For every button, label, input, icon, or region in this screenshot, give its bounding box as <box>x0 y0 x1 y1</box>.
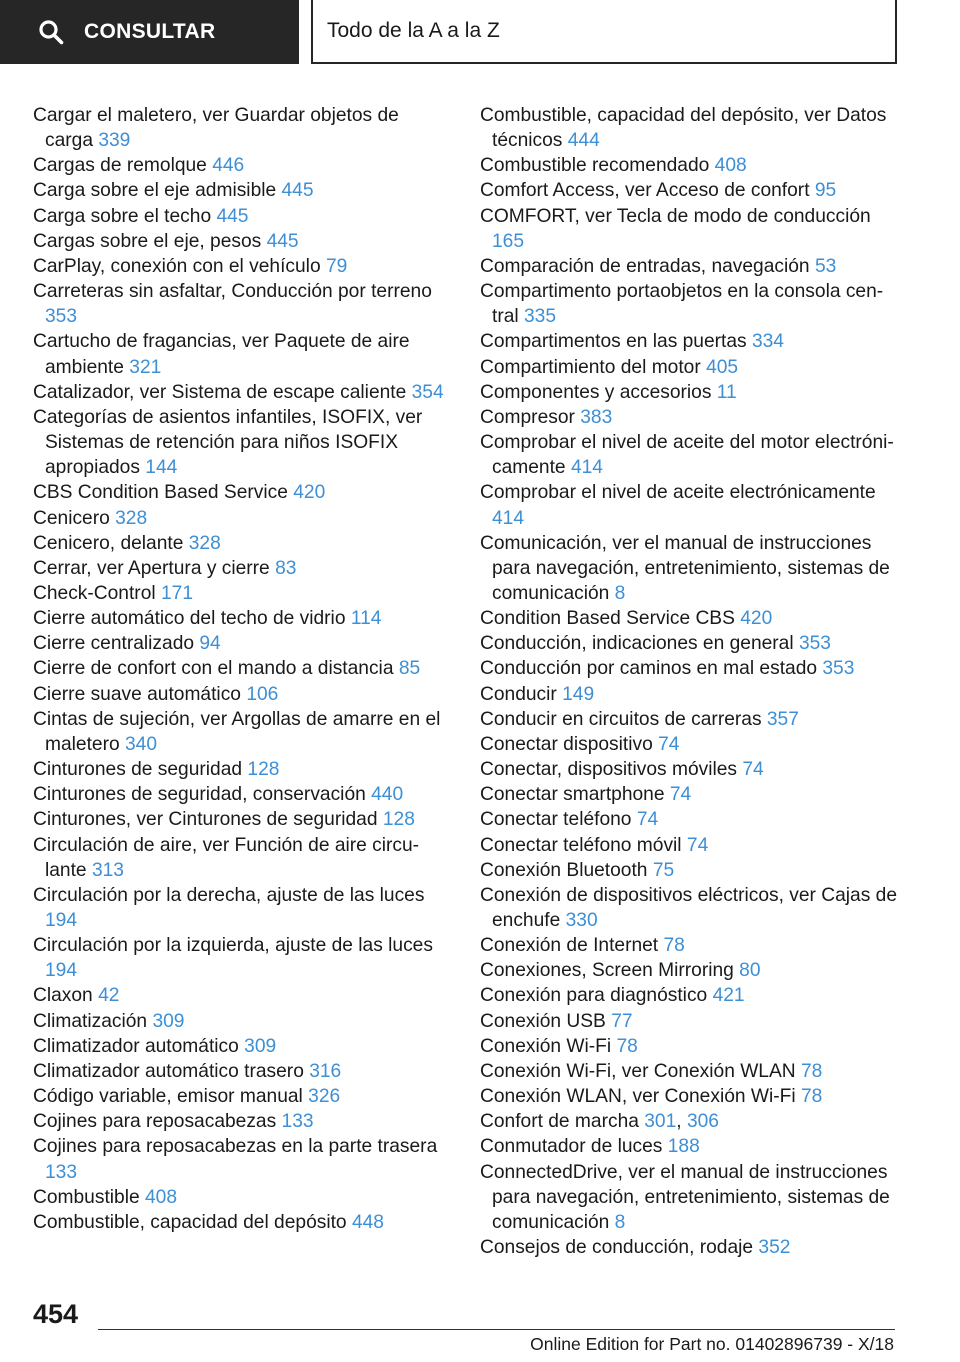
page-link[interactable]: 334 <box>751 331 784 353</box>
index-term: Conectar teléfono <box>480 809 632 831</box>
page-number: 454 <box>33 1299 79 1329</box>
index-term: Climatizador automático <box>33 1035 239 1057</box>
page-link[interactable]: 128 <box>247 759 280 781</box>
index-column-left <box>33 103 445 1235</box>
index-term: Cinturones de seguridad, conservación <box>33 784 366 806</box>
index-entry <box>480 1059 900 1084</box>
index-term: Conectar, dispositivos móviles <box>480 759 738 781</box>
index-entry <box>480 480 900 530</box>
index-term: Comunicación, ver el manual de instrucciones para navegación, entretenimiento, sistemas de comunicación <box>480 532 890 604</box>
footer-divider <box>98 1329 895 1330</box>
page-link[interactable]: 114 <box>350 608 382 630</box>
index-entry <box>33 682 445 707</box>
page-link[interactable]: 8 <box>614 1211 626 1233</box>
index-entry <box>480 254 900 279</box>
index-term: Conectar smartphone <box>480 784 665 806</box>
index-entry <box>33 807 445 832</box>
index-term: Cierre automático del techo de vidrio <box>33 608 346 630</box>
index-entry <box>33 1009 445 1034</box>
page-link[interactable]: 352 <box>758 1237 791 1259</box>
page-link[interactable]: 353 <box>798 633 831 655</box>
index-entry <box>33 782 445 807</box>
index-term: Conexión Wi-Fi <box>480 1035 612 1057</box>
index-entry <box>33 380 445 405</box>
index-term: Compartimento portaobjetos en la consola central <box>480 281 884 328</box>
index-term: Cenicero, delante <box>33 532 184 554</box>
index-term: Cinturones, ver Cinturones de seguridad <box>33 809 378 831</box>
index-term: CBS Condition Based Service <box>33 482 288 504</box>
page-link[interactable]: 85 <box>398 658 421 680</box>
index-entry <box>33 883 445 933</box>
index-entry <box>480 732 900 757</box>
index-entry <box>480 782 900 807</box>
page-link[interactable]: 405 <box>706 356 739 378</box>
page-link[interactable]: 301 <box>644 1111 677 1133</box>
index-term: Conexión USB <box>480 1010 606 1032</box>
index-term: Conducir <box>480 683 557 705</box>
page-link[interactable]: 144 <box>145 457 178 479</box>
page-link[interactable]: 335 <box>524 306 557 328</box>
page-link[interactable]: 445 <box>216 205 249 227</box>
consultar-label: CONSULTAR <box>84 20 216 43</box>
index-term: Cierre suave automático <box>33 683 241 705</box>
page-link[interactable]: 75 <box>652 859 675 881</box>
page-link[interactable]: 313 <box>91 859 124 881</box>
page-link[interactable]: 133 <box>281 1111 314 1133</box>
page-link[interactable]: 11 <box>716 381 737 403</box>
index-term: Combustible, capacidad del depósito <box>33 1211 347 1233</box>
a-to-z-label: Todo de la A a la Z <box>327 19 500 42</box>
top-navigation <box>0 0 960 66</box>
index-term: Comfort Access, ver Acceso de confort <box>480 180 810 202</box>
index-term: CarPlay, conexión con el vehículo <box>33 255 321 277</box>
index-entry <box>480 178 900 203</box>
index-term: Circulación por la derecha, ajuste de las luces <box>33 884 425 906</box>
page-link[interactable]: 42 <box>98 985 120 1007</box>
index-entry <box>33 204 445 229</box>
page-link[interactable]: 77 <box>611 1010 633 1032</box>
page-link[interactable]: 440 <box>371 784 404 806</box>
index-term: Conexión Wi-Fi, ver Conexión WLAN <box>480 1060 796 1082</box>
page-link[interactable]: 74 <box>686 834 709 856</box>
page-link[interactable]: 357 <box>766 708 799 730</box>
index-entry <box>480 405 900 430</box>
index-term: Cartucho de fragancias, ver Paquete de aire ambiente <box>33 331 410 378</box>
index-entry <box>480 355 900 380</box>
index-entry <box>480 682 900 707</box>
index-entry <box>33 581 445 606</box>
index-term: Circulación de aire, ver Función de aire circulante <box>33 834 420 881</box>
index-term: Categorías de asientos infantiles, ISOFIX, ver Sistemas de retención para niños ISOFIX apropiados <box>33 406 423 479</box>
page-link[interactable]: 339 <box>98 130 131 152</box>
page-link[interactable]: 106 <box>246 683 279 705</box>
index-entry <box>480 153 900 178</box>
index-entry <box>480 807 900 832</box>
page-link[interactable]: 83 <box>275 557 297 579</box>
index-entry <box>33 1059 445 1084</box>
page-link[interactable]: 306 <box>686 1111 719 1133</box>
index-entry <box>33 933 445 983</box>
page-link[interactable]: 326 <box>308 1086 341 1108</box>
page-link[interactable]: 328 <box>188 532 221 554</box>
index-entry <box>480 1034 900 1059</box>
index-entry <box>480 983 900 1008</box>
index-entry <box>33 983 445 1008</box>
page-link[interactable]: 353 <box>822 658 855 680</box>
page-link[interactable]: 408 <box>714 155 747 177</box>
index-entry <box>33 1134 445 1184</box>
index-term: Cintas de sujeción, ver Argollas de amarre en el maletero <box>33 708 441 755</box>
page-link[interactable]: 340 <box>125 733 158 755</box>
index-term: Cenicero <box>33 507 110 529</box>
page-link[interactable]: 74 <box>636 809 659 831</box>
a-to-z-tab[interactable] <box>311 0 897 64</box>
index-entry <box>33 279 445 329</box>
index-entry: Confort de marcha 301, 306 <box>480 1111 719 1133</box>
index-entry <box>33 1034 445 1059</box>
page-link[interactable]: 188 <box>667 1136 700 1158</box>
page-link[interactable]: 420 <box>740 608 773 630</box>
index-term: Climatizador automático trasero <box>33 1060 304 1082</box>
index-term: Cierre centralizado <box>33 633 195 655</box>
page-link[interactable]: 74 <box>742 759 764 781</box>
index-term: Carreteras sin asfaltar, Conducción por terreno <box>33 281 432 303</box>
page-link[interactable]: 445 <box>266 230 299 252</box>
page-link[interactable]: 353 <box>45 306 78 328</box>
index-entry <box>33 480 445 505</box>
consultar-tab[interactable] <box>0 0 299 64</box>
index-term: ConnectedDrive, ver el manual de instrucciones para navegación, entretenimiento, sistemas de comunicación <box>480 1161 890 1233</box>
index-entry <box>480 103 900 153</box>
index-entry <box>480 883 900 933</box>
index-term: Consejos de conducción, rodaje <box>480 1237 754 1259</box>
page-link[interactable]: 414 <box>570 457 603 479</box>
index-entry <box>480 606 900 631</box>
index-term: Conexión de Internet <box>480 935 659 957</box>
search-icon <box>38 19 64 45</box>
index-term: Conexión Bluetooth <box>480 859 648 881</box>
page-link[interactable]: 95 <box>814 180 837 202</box>
index-entry <box>480 1134 900 1159</box>
page-link[interactable]: 78 <box>800 1060 823 1082</box>
index-term: Compartimiento del motor <box>480 356 701 378</box>
index-term: Combustible, capacidad del depósito, ver Datos técnicos <box>480 105 887 152</box>
index-entry <box>33 153 445 178</box>
page-link[interactable]: 330 <box>565 910 598 931</box>
index-term: Conducción, indicaciones en general <box>480 633 794 655</box>
index-term: Circulación por la izquierda, ajuste de las luces <box>33 935 433 957</box>
page-link[interactable]: 128 <box>382 809 415 831</box>
index-term: Cargar el maletero, ver Guardar objetos de carga <box>33 105 399 152</box>
page-link[interactable]: 74 <box>658 733 680 755</box>
index-term: Conexiones, Screen Mirroring <box>480 960 734 982</box>
index-term: Catalizador, ver Sistema de escape caliente <box>33 381 407 403</box>
index-term: Cojines para reposacabezas <box>33 1111 277 1133</box>
index-term: Confort de marcha <box>480 1111 639 1133</box>
index-entry <box>33 254 445 279</box>
edition-footer: Online Edition for Part no. 01402896739 - X/18 <box>530 1334 894 1354</box>
page-link[interactable]: 194 <box>45 910 78 931</box>
index-entry <box>33 1185 445 1210</box>
index-entry <box>480 757 900 782</box>
index-entry <box>33 631 445 656</box>
index-entry <box>480 1009 900 1034</box>
index-term: Conexión para diagnóstico <box>480 985 708 1007</box>
page-link[interactable]: 74 <box>669 784 692 806</box>
page-link[interactable]: 354 <box>411 381 444 403</box>
index-entry <box>480 958 900 983</box>
index-term: Carga sobre el techo <box>33 205 212 227</box>
index-term: Claxon <box>33 985 93 1007</box>
index-term: Conectar teléfono móvil <box>480 834 682 856</box>
index-entry <box>33 329 445 379</box>
index-entry <box>480 204 900 254</box>
page-link[interactable]: 446 <box>212 155 245 177</box>
index-entry <box>480 1235 900 1260</box>
index-term: Check-Control <box>33 582 156 604</box>
index-entry <box>480 1160 900 1235</box>
index-term: Código variable, emisor manual <box>33 1086 303 1108</box>
index-term: Conexión WLAN, ver Conexión Wi-Fi <box>480 1086 796 1108</box>
index-term: Cerrar, ver Apertura y cierre <box>33 557 270 579</box>
index-entry <box>480 380 900 405</box>
page-link[interactable]: 316 <box>309 1060 342 1082</box>
page-link[interactable]: 309 <box>244 1035 277 1057</box>
index-term: Conducir en circuitos de carreras <box>480 708 762 730</box>
index-entry <box>480 631 900 656</box>
page-link[interactable]: 420 <box>293 482 326 504</box>
page-link[interactable]: 448 <box>351 1211 384 1233</box>
index-term: Componentes y accesorios <box>480 381 712 403</box>
index-column-right <box>480 103 900 1260</box>
page-link[interactable]: 53 <box>814 255 837 277</box>
index-entry <box>480 656 900 681</box>
index-term: Combustible <box>33 1186 140 1208</box>
page-link[interactable]: 94 <box>199 633 221 655</box>
index-entry <box>480 430 900 480</box>
page-link[interactable]: 408 <box>145 1186 178 1208</box>
index-entry <box>33 506 445 531</box>
page-link[interactable]: 78 <box>616 1035 638 1057</box>
page-link[interactable]: 445 <box>281 180 314 202</box>
page-link[interactable]: 165 <box>492 230 525 252</box>
index-term: Conmutador de luces <box>480 1136 663 1158</box>
index-term: Compartimentos en las puertas <box>480 331 747 353</box>
page-link[interactable]: 78 <box>663 935 685 957</box>
index-entry <box>480 531 900 606</box>
index-entry <box>33 103 445 153</box>
index-term: Combustible recomendado <box>480 155 710 177</box>
index-entry <box>33 556 445 581</box>
index-entry <box>33 1109 445 1134</box>
page-link[interactable]: 8 <box>614 582 626 604</box>
index-term: Cargas de remolque <box>33 155 207 177</box>
index-entry <box>33 405 445 480</box>
index-entry <box>33 229 445 254</box>
index-entry <box>480 858 900 883</box>
index-term: COMFORT, ver Tecla de modo de conducción <box>480 205 871 227</box>
index-term: Cargas sobre el eje, pesos <box>33 230 262 252</box>
index-entry <box>480 279 900 329</box>
index-entry <box>33 833 445 883</box>
index-entry <box>480 833 900 858</box>
page-link[interactable]: 414 <box>492 507 525 529</box>
index-entry <box>33 606 445 631</box>
page-link[interactable]: 133 <box>45 1161 78 1183</box>
index-term: Cojines para reposacabezas en la parte trasera <box>33 1136 438 1158</box>
page-link[interactable]: 79 <box>325 255 348 277</box>
index-term: Compresor <box>480 406 575 428</box>
index-entry <box>33 707 445 757</box>
page-link[interactable]: 78 <box>800 1086 823 1108</box>
index-term: Comprobar el nivel de aceite del motor electrónicamente <box>480 432 894 479</box>
index-entry <box>33 1210 445 1235</box>
index-entry <box>33 1084 445 1109</box>
index-term: Carga sobre el eje admisible <box>33 180 277 202</box>
index-entry <box>33 531 445 556</box>
index-entry <box>33 757 445 782</box>
index-term: Climatización <box>33 1010 148 1032</box>
index-entry <box>480 933 900 958</box>
index-entry <box>33 178 445 203</box>
page-link[interactable]: 321 <box>129 356 162 378</box>
index-entry <box>480 1084 900 1109</box>
index-term: Conducción por caminos en mal estado <box>480 658 818 680</box>
index-entry <box>33 656 445 681</box>
index-term: Conectar dispositivo <box>480 733 653 755</box>
index-term: Cinturones de seguridad <box>33 759 243 781</box>
index-term: Comparación de entradas, navegación <box>480 255 810 277</box>
page-link[interactable]: 80 <box>739 960 761 982</box>
page-link[interactable]: 149 <box>562 683 595 705</box>
page-link[interactable]: 171 <box>160 582 193 604</box>
page-link[interactable]: 444 <box>567 130 600 152</box>
index-entry <box>480 707 900 732</box>
page-link[interactable]: 383 <box>580 406 613 428</box>
index-term: Cierre de confort con el mando a distancia <box>33 658 394 680</box>
index-term: Condition Based Service CBS <box>480 608 735 630</box>
page-link[interactable]: 194 <box>45 960 78 982</box>
page-link[interactable]: 421 <box>712 985 745 1007</box>
index-term: Conexión de dispositivos eléctricos, ver Cajas de enchufe <box>480 884 898 931</box>
index-term: Comprobar el nivel de aceite electrónicamente <box>480 482 876 504</box>
index-entry <box>480 329 900 354</box>
page-link[interactable]: 309 <box>152 1010 185 1032</box>
page-link[interactable]: 328 <box>115 507 148 529</box>
